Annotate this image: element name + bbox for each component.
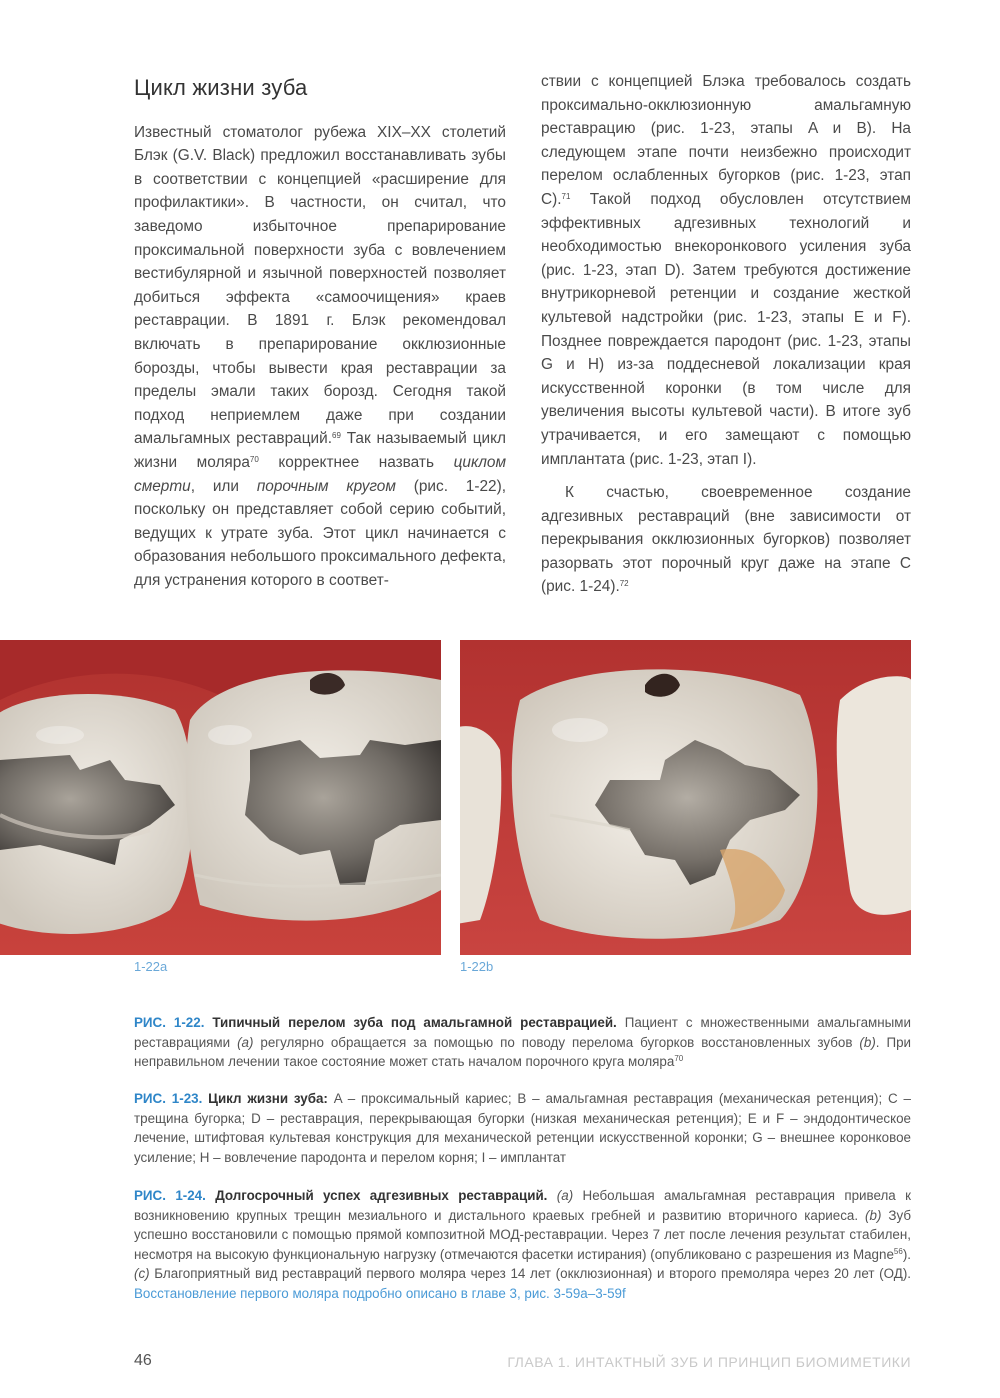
reference: 71 (561, 191, 571, 201)
reference: 72 (619, 579, 629, 589)
figure-title: Типичный перелом зуба под амальгамной реставрацией. (212, 1015, 617, 1030)
caption-fig-1-22: РИС. 1-22. Типичный перелом зуба под амальгамной реставрацией. Пациент с множественными амальгамными реставрациями (a) регулярно обращается за помощью по поводу перелома бугорков восстановленных зубов (b). При неправильном лечении такое состояние может стать началом порочного круга моляра$^{70}$ (134, 1015, 911, 1069)
section-heading: Цикл жизни зуба (134, 75, 308, 100)
figure-number: РИС. 1-24. (134, 1188, 206, 1203)
photo-1-22b (460, 640, 911, 955)
figure-number: РИС. 1-23. (134, 1091, 203, 1106)
body-paragraph: К счастью, своевременное создание адгезивных реставраций (вне зависимости от перекрывания окклюзионных бугорков) позволяет разорвать этот порочный круг даже на этапе С (рис. 1-24).$^{72}$ (541, 484, 911, 596)
reference: 69 (332, 431, 341, 441)
body-paragraph: Известный стоматолог рубежа XIX–XX столетий Блэк (G.V. Black) предложил восстанавливать зубы в соответствии с концепцией «расширение для профилактики». В частности, он считал, что заведомо избыточное препарирование проксимальной поверхности зуба с вовлечением вестибулярной и язычной поверхностей позволяет добиться эффекта «самоочищения» краев реставрации. В 1891 г. Блэк рекомендовал включать в препарирование окклюзионные борозды, чтобы вывести края реставрации за пределы эмали таких борозд. Сегодня такой подход неприемлем даже при создании амальгамных реставраций.$^{69}$ Так называемый цикл жизни моляра$^{70}$ корректнее назвать циклом смерти, или порочным кругом (рис. 1-22), поскольку он представляет собой серию событий, ведущих к утрате зуба. Этот цикл начинается с образования небольшого проксимального дефекта, для устранения которого в соответ- (134, 123, 507, 589)
reference: 70 (249, 454, 259, 464)
tooth-photo-b (460, 640, 911, 955)
cross-reference-link[interactable]: Восстановление первого моляра подробно описано в главе 3, рис. 3-59a–3-59f (134, 1285, 626, 1301)
running-footer: ГЛАВА 1. ИНТАКТНЫЙ ЗУБ И ПРИНЦИП БИОМИМЕТИКИ (507, 1354, 911, 1370)
caption-fig-1-24: РИС. 1-24. Долгосрочный успех адгезивных реставраций. (a) Небольшая амальгамная реставрация привела к возникновению крупных трещин мезиального и дистального краевых гребней и развитию вторичного кариеса. (b) Зуб успешно восстановили с помощью прямой композитной МОД-реставрации. Через 7 лет после лечения результат стабилен, несмотря на высокую функциональную нагрузку (отмечаются фасетки истирания) (опубликовано с разрешения из Magne$^{56}$). (c) Благоприятный вид реставраций первого моляра через 14 лет (окклюзионная) и второго премоляра через 20 лет (ОД). Восстановление первого моляра подробно описано в главе 3, рис. 3-59a–3-59f (134, 1188, 911, 1301)
figure-number: РИС. 1-22. (134, 1015, 205, 1030)
left-column (134, 70, 506, 592)
photo-label-a: 1-22a (134, 959, 168, 974)
figure-title: Цикл жизни зуба: (208, 1091, 328, 1106)
photo-label-b: 1-22b (460, 959, 494, 974)
right-column (541, 70, 911, 599)
page-number: 46 (134, 1352, 152, 1369)
reference: 56 (893, 1246, 903, 1256)
figure-title: Долгосрочный успех адгезивных реставраций. (215, 1188, 548, 1203)
body-paragraph: ствии с концепцией Блэка требовалось создать проксимально-окклюзионную амальгамную реставрацию (рис. 1-23, этапы A и B). На следующем этапе почти неизбежно происходит перелом ослабленных бугорков (рис. 1-23, этап C).$^{71}$ Такой подход обусловлен отсутствием эффективных адгезивных технологий и необходимостью внекоронкового усиления зуба (рис. 1-23, этап D). Затем требуются достижение внутрикорневой ретенции и создание жесткой культевой надстройки (рис. 1-23, этапы E и F). Позднее повреждается пародонт (рис. 1-23, этапы G и H) из-за поддесневой локализации края искусственной коронки (в том числе для увеличения высоты культевой части). В итоге зуб утрачивается, и его замещают с помощью имплантата (рис. 1-23, этап I). (541, 73, 911, 468)
tooth-photo-a (0, 640, 441, 955)
reference: 70 (674, 1054, 684, 1063)
photo-1-22a (0, 640, 441, 955)
caption-fig-1-23: РИС. 1-23. Цикл жизни зуба: A – проксимальный кариес; B – амальгамная реставрация (механическая ретенция); C – трещина бугорка; D – реставрация, перекрывающая бугорки (низкая механическая ретенция); E и F – эндодонтическое лечение, штифтовая культевая конструкция для механической ретенции искусственной коронки; G – внешнее коронковое усиление; H – вовлечение пародонта и перелом корня; I – имплантат (134, 1091, 911, 1165)
